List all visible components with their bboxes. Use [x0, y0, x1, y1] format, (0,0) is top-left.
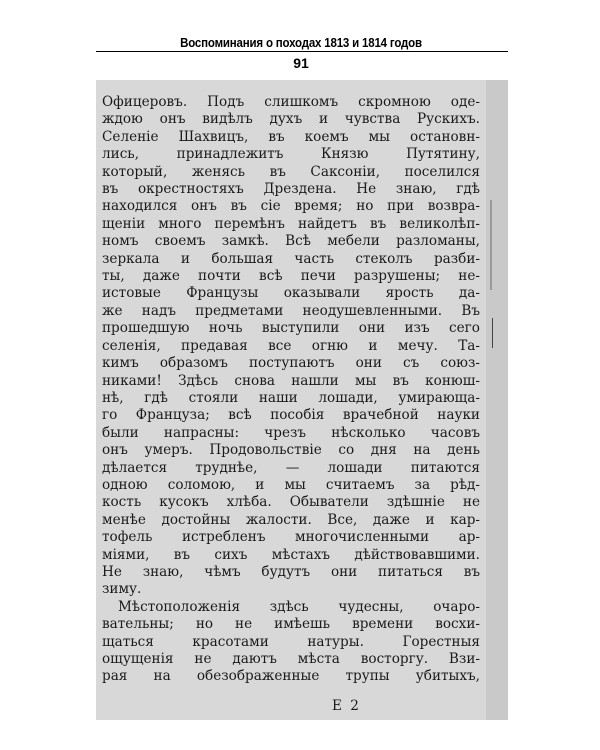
- header-rule: [96, 51, 508, 52]
- page-number: 91: [293, 55, 309, 71]
- text-line: рая на обезображенные трупы убитыхъ,: [102, 668, 480, 685]
- body-text: [102, 94, 480, 686]
- text-line: зиму.: [102, 581, 142, 598]
- text-line: Офицеровъ. Подъ слишкомъ скромною оде-: [102, 94, 480, 110]
- text-line: который, женясь въ Саксоніи, поселился: [102, 163, 480, 180]
- text-line: въ окрестностяхъ Дрездена. Не знаю, гдѣ: [102, 181, 480, 198]
- text-line: никами! Здѣсь снова нашли мы въ конюш-: [102, 372, 480, 389]
- text-line: нѣ, гдѣ стояли наши лошади, умирающа-: [102, 389, 480, 406]
- text-line: Мѣстоположенія здѣсь чудесны, очаро-: [118, 598, 480, 615]
- text-line: лись, принадлежитъ Князю Путятину,: [102, 146, 480, 163]
- scanned-page: [96, 80, 508, 720]
- running-header: Воспоминания о походах 1813 и 1814 годов: [180, 36, 422, 50]
- text-line: щеніи много перемѣнъ найдетъ въ великолѣп-: [102, 215, 480, 232]
- scan-margin: [486, 80, 508, 720]
- text-line: кимъ образомъ поступаютъ они съ союз-: [102, 355, 480, 372]
- text-line: го Француза; всѣ пособія врачебной науки: [102, 407, 480, 424]
- text-line: менѣе достойны жалости. Все, даже и кар-: [102, 511, 480, 528]
- text-line: селенія, предавая все огню и мечу. Та-: [102, 337, 480, 354]
- text-line: находился онъ въ сіе время; но при возвра-: [102, 198, 480, 215]
- text-line: онъ умеръ. Продовольствіе со дня на день: [102, 442, 480, 459]
- text-line: міями, въ сихъ мѣстахъ дѣйствовавшими.: [102, 546, 480, 563]
- text-line: вательны; но не имѣешь времени восхи-: [102, 616, 480, 633]
- text-line: истовые Французы оказывали ярость да-: [102, 285, 480, 302]
- text-line: были напрасны: чрезъ нѣсколько часовъ: [102, 424, 480, 441]
- text-line: кость кусокъ хлѣба. Обыватели здѣшніе не: [102, 494, 480, 511]
- text-line: одною соломою, и мы считаемъ за рѣд-: [102, 476, 480, 493]
- text-line: Селеніе Шахвицъ, въ коемъ мы остановн-: [102, 128, 480, 145]
- text-line: прошедшую ночь выступили они изъ сего: [102, 320, 480, 337]
- text-line: щаться красотами натуры. Горестныя: [102, 633, 480, 650]
- text-line: зеркала и большая часть стеколъ разби-: [102, 250, 480, 267]
- text-line: тофель истребленъ многочисленными ар-: [102, 529, 480, 546]
- text-line: Не знаю, чѣмъ будутъ они питаться въ: [102, 563, 480, 580]
- text-line: же надъ предметами неодушевленными. Въ: [102, 302, 480, 319]
- text-line: ждою онъ видѣлъ духъ и чувства Рускихъ.: [102, 111, 480, 128]
- signature-mark: Е 2: [332, 698, 361, 714]
- text-line: дѣлается труднѣе, — лошади питаются: [102, 459, 480, 476]
- text-line: номъ своемъ замкѣ. Всѣ мебели разломаны,: [102, 233, 480, 250]
- text-line: ощущенія не даютъ мѣста восторгу. Взи-: [102, 651, 480, 667]
- text-line: ты, даже почти всѣ печи разрушены; не-: [102, 268, 480, 285]
